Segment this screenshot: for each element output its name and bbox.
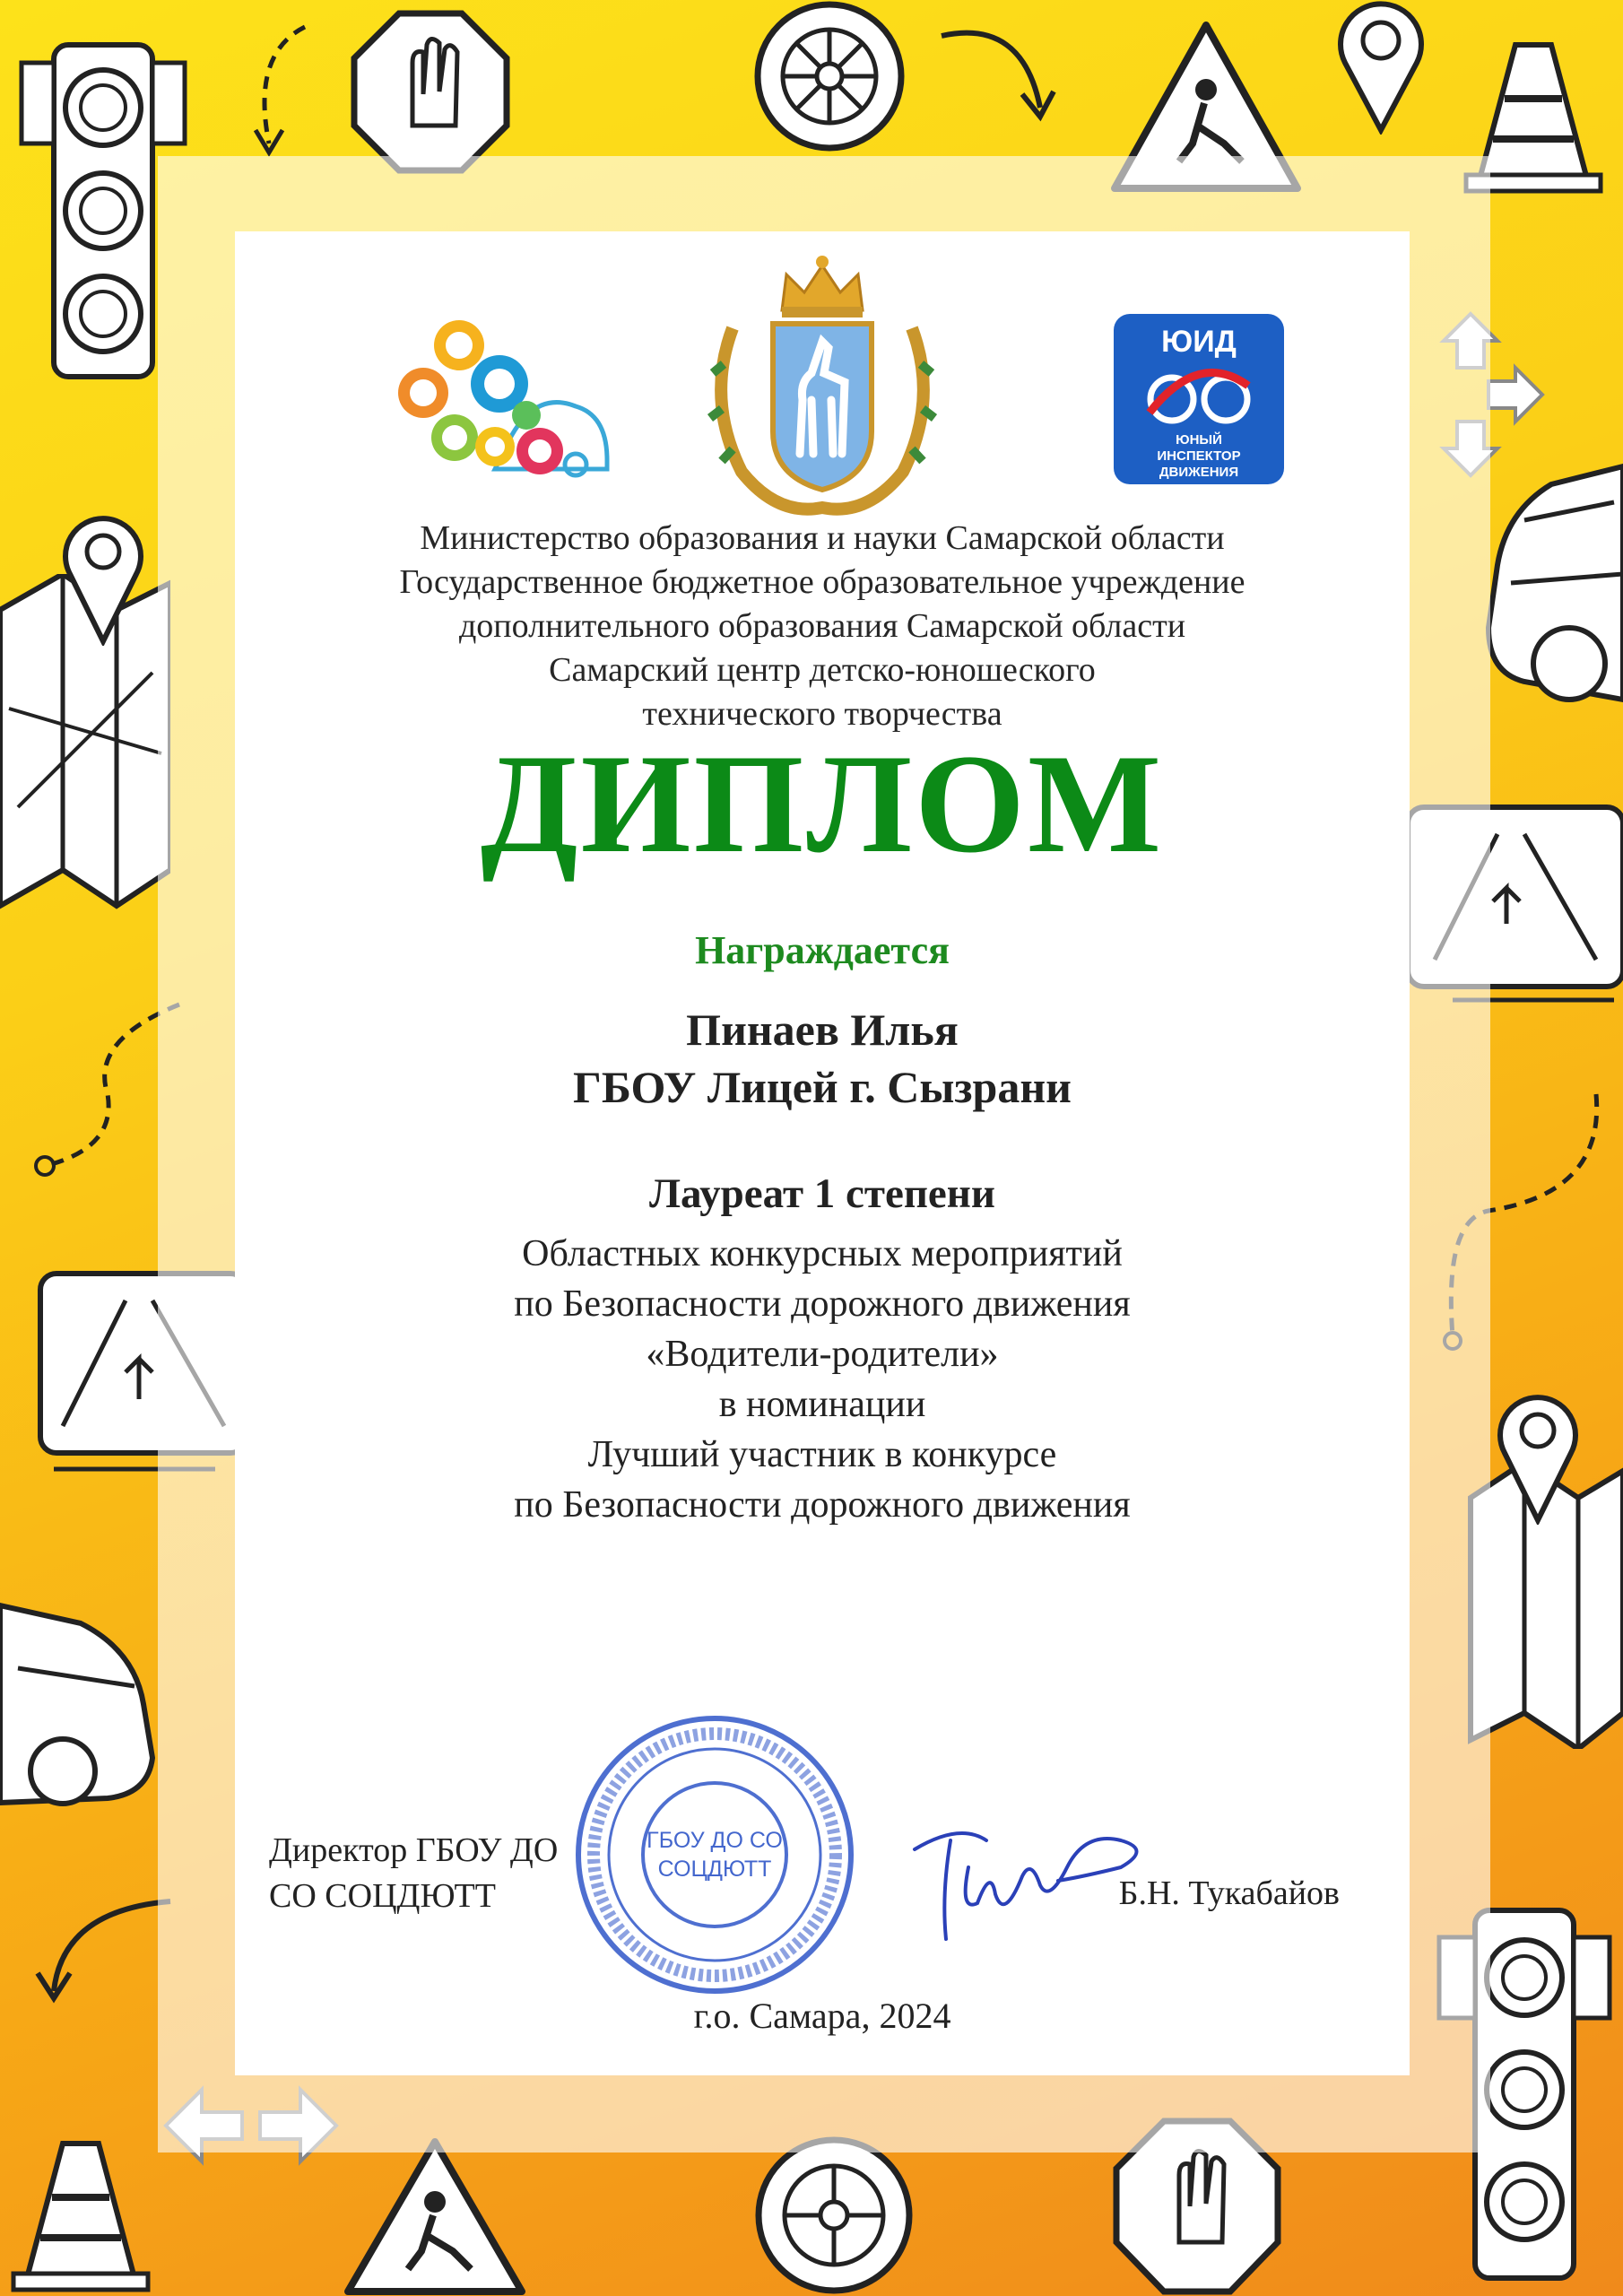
stamp-center-line-1: ГБОУ ДО СО <box>647 1828 783 1853</box>
org-line: Министерство образования и науки Самарской области <box>420 519 1225 557</box>
traffic-cone-icon <box>9 2135 161 2296</box>
org-line: технического творчества <box>642 695 1002 733</box>
detail-line: по Безопасности дорожного движения <box>514 1484 1131 1526</box>
uid-logo-line-3: ДВИЖЕНИЯ <box>1159 465 1239 480</box>
diploma-title: ДИПЛОМ <box>480 726 1165 883</box>
uid-logo-line-1: ЮНЫЙ <box>1176 432 1222 448</box>
diploma-sheet <box>235 231 1410 2075</box>
location-pin-icon <box>1488 1390 1587 1525</box>
road-work-sign-icon <box>341 2135 529 2296</box>
samara-coat-of-arms-logo <box>706 248 939 517</box>
org-line: дополнительного образования Самарской области <box>458 607 1186 645</box>
award-details <box>235 1229 1410 1530</box>
location-pin-icon <box>54 511 152 646</box>
awarded-label: Награждается <box>695 928 950 972</box>
award-level: Лауреат 1 степени <box>649 1170 995 1217</box>
wheel-icon <box>753 0 906 152</box>
stop-sign-icon <box>350 9 511 179</box>
stamp-center-line-2: СОЦДЮТТ <box>657 1857 772 1882</box>
official-stamp <box>571 1711 858 2003</box>
signature-block <box>235 1828 1410 2115</box>
director-title-line: СО СОЦДЮТТ <box>269 1877 496 1915</box>
org-line: Государственное бюджетное образовательное учреждение <box>399 563 1245 601</box>
director-title <box>269 1828 558 1919</box>
arrow-icon <box>27 1883 179 2009</box>
uid-logo-title: ЮИД <box>1161 325 1237 359</box>
detail-line: в номинации <box>718 1384 926 1425</box>
technical-creativity-logo <box>396 317 612 487</box>
detail-line: по Безопасности дорожного движения <box>514 1283 1131 1325</box>
detail-line: «Водители-родители» <box>646 1334 999 1375</box>
org-line: Самарский центр детско-юношеского <box>549 651 1096 689</box>
organization-header <box>235 517 1410 736</box>
director-name: Б.Н. Тукабайов <box>1118 1874 1340 1912</box>
uid-logo <box>1114 314 1284 484</box>
wheel-icon <box>753 2135 915 2296</box>
car-icon <box>0 1578 161 1812</box>
uid-logo-line-2: ИНСПЕКТОР <box>1157 448 1241 464</box>
recipient-school: ГБОУ Лицей г. Сызрани <box>573 1062 1072 1112</box>
car-icon <box>1471 448 1623 718</box>
place-and-year: г.о. Самара, 2024 <box>693 1996 951 2036</box>
detail-line: Областных конкурсных мероприятий <box>522 1233 1123 1274</box>
detail-line: Лучший участник в конкурсе <box>587 1434 1057 1475</box>
arrow-icon <box>233 18 332 161</box>
recipient <box>235 1001 1410 1116</box>
recipient-name: Пинаев Илья <box>686 1004 959 1055</box>
director-title-line: Директор ГБОУ ДО <box>269 1831 559 1869</box>
arrow-icon <box>933 18 1058 126</box>
location-pin-icon <box>1327 0 1435 135</box>
